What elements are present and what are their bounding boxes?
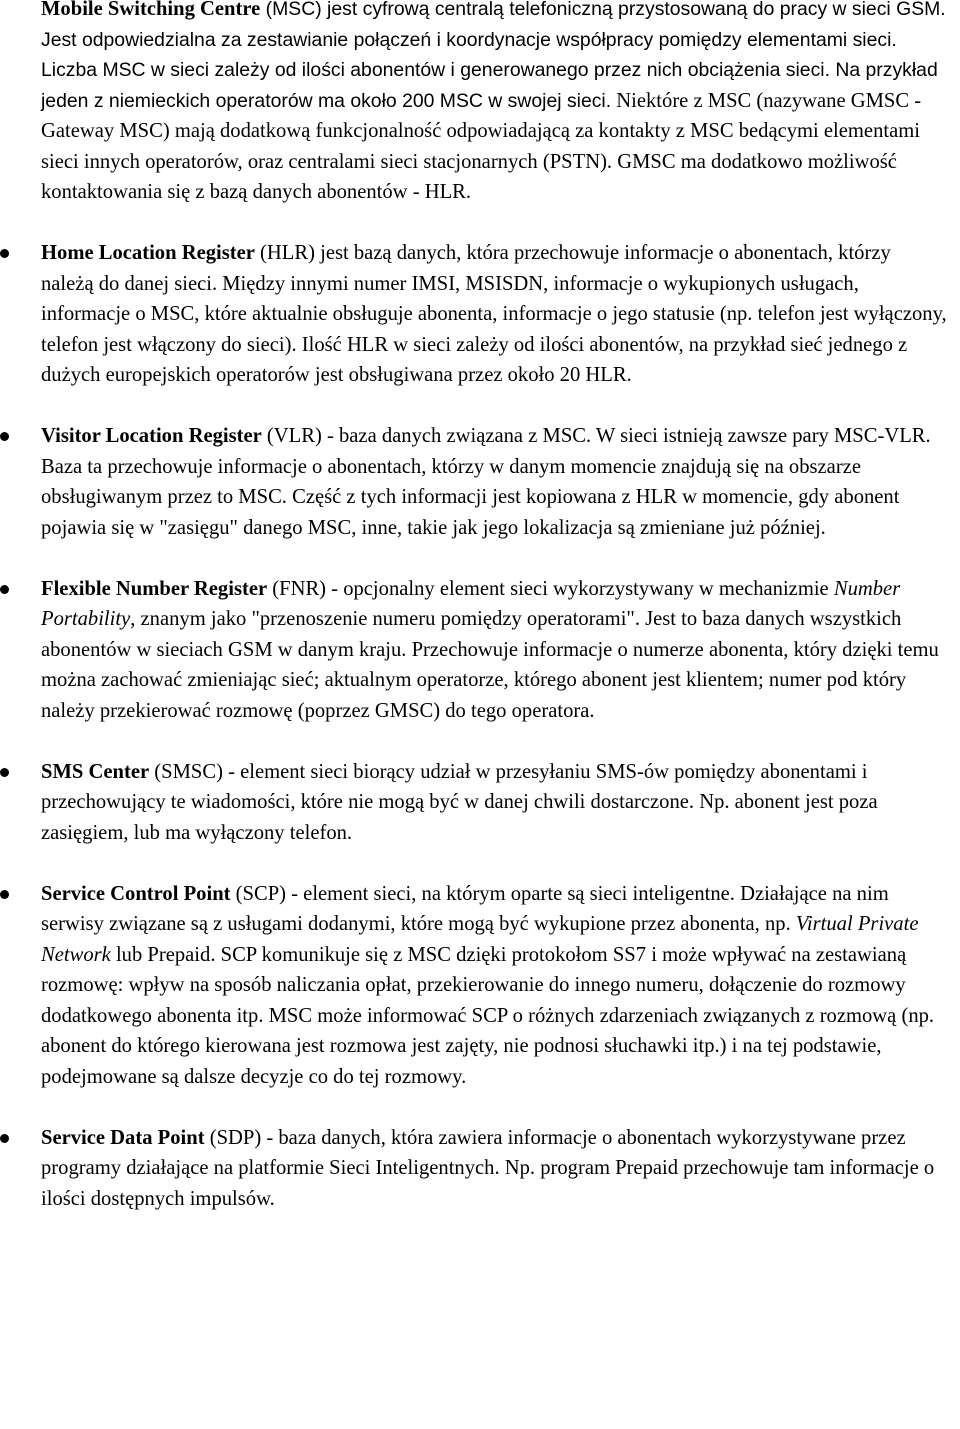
bullet-icon (0, 1134, 9, 1143)
definition-scp-part2: lub Prepaid. SCP komunikuje się z MSC dzięki protokołom SS7 i może wpływać na zestawianą rozmowę: wpływ na sposób naliczania opłat, przekierowanie do innego numeru, dołączenie do rozmowy dodatkowego abonenta itp. MSC może informować SCP o różnych zdarzeniach związanych z rozmową (np. abonent do którego kierowana jest rozmowa jest zajęty, nie podnosi słuchawki itp.) i na tej podstawie, podejmowane są dalsze decyzje co do tej rozmowy. (41, 943, 935, 1088)
term-msc: Mobile Switching Centre (41, 0, 261, 20)
definition-fnr-italic: Number Portability (41, 577, 901, 630)
bullet-icon (0, 890, 9, 899)
definition-vlr: (VLR) - baza danych związana z MSC. W sieci istnieją zawsze pary MSC-VLR. Baza ta przechowuje informacje o abonentach, którzy w danym momencie znajdują się na obszarze obsługiwanym przez to MSC. Część z tych informacji jest kopiowana z HLR w momencie, gdy abonent pojawia się w "zasięgu" danego MSC, inne, takie jak jego lokalizacja są zmieniane już później. (41, 425, 931, 539)
list-item-fnr (0, 574, 947, 727)
definition-scp-italic: Virtual Private Network (41, 913, 919, 966)
term-hlr: Home Location Register (41, 242, 255, 264)
list-item-scp (0, 879, 947, 1093)
term-scp: Service Control Point (41, 882, 231, 905)
definition-fnr-part1: (FNR) - opcjonalny element sieci wykorzystywany w mechanizmie (267, 577, 834, 600)
term-vlr: Visitor Location Register (41, 425, 262, 447)
definition-sdp: (SDP) - baza danych, która zawiera informacje o abonentach wykorzystywane przez programy działające na platformie Sieci Inteligentnych. Np. program Prepaid przechowuje tam informacje o ilości dostępnych impulsów. (41, 1126, 935, 1210)
term-sdp: Service Data Point (41, 1126, 205, 1149)
definition-hlr: (HLR) jest bazą danych, która przechowuje informacje o abonentach, którzy należą do danej sieci. Między innymi numer IMSI, MSISDN, informacje o wykupionych usługach, informacje o MSC, które aktualnie obsługuje abonenta, informacje o jego statusie (np. telefon jest wyłączony, telefon jest włączony do sieci). Ilość HLR w sieci zależy od ilości abonentów, na przykład sieć jednego z dużych europejskich operatorów jest obsługiwana przez około 20 HLR. (41, 242, 947, 386)
definition-msc-part1: (MSC) jest cyfrową centralą telefoniczną przystosowaną do pracy w sieci GSM. Jest odpowiedzialna za zestawianie połączeń i koordynacje współpracy pomiędzy elementami sieci. Liczba MSC w sieci zależy od ilości abonentów i generowanego przez nich obciążenia sieci. Na przykład jeden z niemieckich operatorów ma około 200 MSC w swojej sieci. (41, 0, 946, 112)
list-item-sdp (0, 1123, 947, 1215)
list-item-msc (0, 0, 947, 208)
list-item-hlr (0, 238, 947, 391)
term-fnr: Flexible Number Register (41, 577, 268, 600)
definition-fnr-part2: , znanym jako "przenoszenie numeru pomiędzy operatorami". Jest to baza danych wszystkich abonentów w sieciach GSM w danym kraju. Przechowuje informacje o numerze abonenta, który dzięki temu można zachować zmieniając sieć; aktualnym operatorze, którego abonent jest klientem; numer pod który należy przekierować rozmowę (poprzez GMSC) do tego operatora. (41, 608, 939, 722)
bullet-icon (0, 432, 9, 441)
definition-smsc: (SMSC) - element sieci biorący udział w przesyłaniu SMS-ów pomiędzy abonentami i przechowujący te wiadomości, które nie mogą być w danej chwili dostarczone. Np. abonent jest poza zasięgiem, lub ma wyłączony telefon. (41, 760, 878, 844)
definition-scp-part1: (SCP) - element sieci, na którym oparte są sieci inteligentne. Działające na nim serwisy związane są z usługami dodanymi, które mogą być wykupione przez abonenta, np. (41, 882, 889, 935)
list-item-vlr (0, 421, 947, 543)
bullet-icon (0, 585, 9, 594)
term-smsc: SMS Center (41, 760, 150, 783)
bullet-icon (0, 249, 9, 258)
bullet-icon (0, 768, 9, 777)
list-item-smsc (0, 757, 947, 849)
definition-msc-part2: Niektóre z MSC (nazywane GMSC - Gateway MSC) mają dodatkową funkcjonalność odpowiadającą za kontakty z MSC bedącymi elementami sieci innych operatorów, oraz centralami sieci stacjonarnych (PSTN). GMSC ma dodatkowo możliwość kontaktowania się z bazą danych abonentów - HLR. (41, 89, 922, 203)
